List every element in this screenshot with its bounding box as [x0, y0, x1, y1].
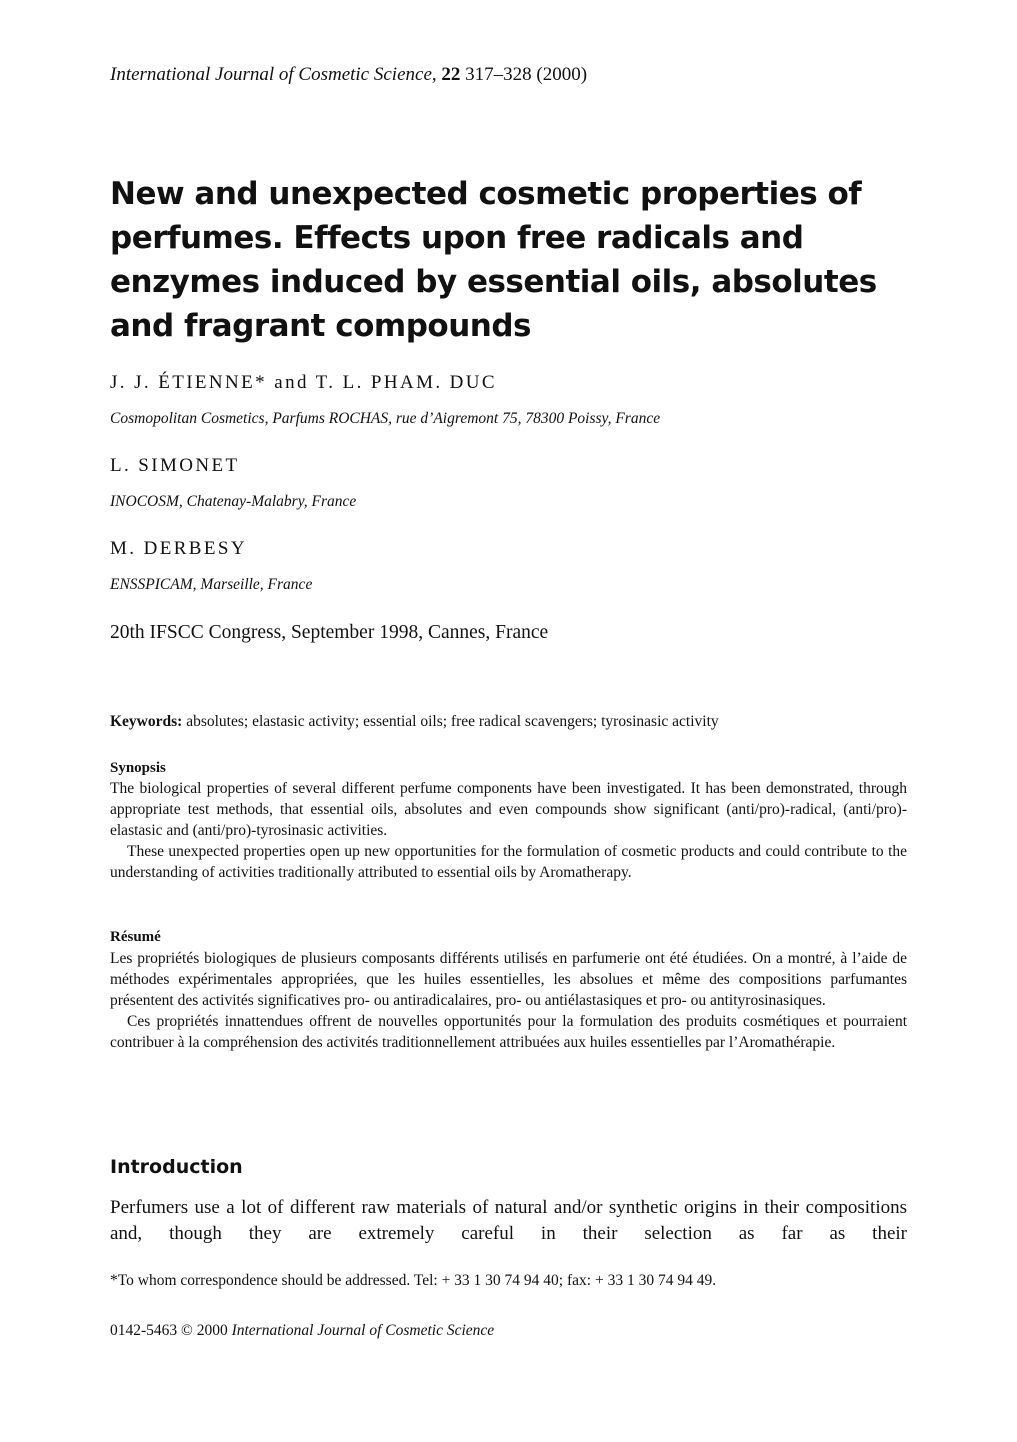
synopsis-body: [110, 778, 907, 883]
article-title: New and unexpected cosmetic properties of perfumes. Effects upon free radicals and enzymes induced by essential oils, absolutes and fragrant compounds: [110, 176, 877, 344]
resume-heading: Résumé: [110, 929, 161, 945]
correspondence-footnote: *To whom correspondence should be addressed. Tel: + 33 1 30 74 94 40; fax: + 33 1 30 74 94 49.: [110, 1272, 717, 1289]
author-line-2: L. SIMONET: [110, 455, 240, 476]
affiliation-2: INOCOSM, Chatenay-Malabry, France: [110, 493, 357, 510]
keywords-text: absolutes; elastasic activity; essential oils; free radical scavengers; tyrosinasic activity: [186, 713, 719, 730]
introduction-text: Perfumers use a lot of different raw materials of natural and/or synthetic origins in their compositions and, though they are extremely careful in their selection as far as their: [110, 1197, 907, 1244]
introduction-heading: Introduction: [110, 1156, 243, 1178]
synopsis-heading: Synopsis: [110, 760, 166, 776]
copyright-journal: International Journal of Cosmetic Science: [231, 1322, 495, 1339]
affiliation-1: Cosmopolitan Cosmetics, Parfums ROCHAS, rue d’Aigremont 75, 78300 Poissy, France: [110, 410, 661, 427]
journal-citation: International Journal of Cosmetic Science, 22 317–328 (2000): [110, 64, 588, 85]
resume-paragraph-2: Ces propriétés innattendues offrent de nouvelles opportunités pour la formulation des produits cosmétiques et pourraient contribuer à la compréhension des activités traditionnellement attribuées aux huiles essentielles par l’Aromathérapie.: [110, 1013, 907, 1051]
issn: 0142-5463: [110, 1322, 178, 1339]
resume-body: [110, 948, 907, 1053]
copyright-year: 2000: [196, 1322, 228, 1339]
resume-paragraph-1: Les propriétés biologiques de plusieurs composants différents utilisés en parfumerie ont été étudiées. On a montré, à l’aide de méthodes expérimentales appropriées, que les huiles essentielles, les absolues et même des compositions parfumantes présentent des activités significatives pro- ou antiradicalaires, pro- ou antiélastasiques et pro- ou antityrosinasiques.: [110, 950, 907, 1009]
congress-line: 20th IFSCC Congress, September 1998, Cannes, France: [110, 622, 549, 643]
journal-name: International Journal of Cosmetic Science: [110, 64, 432, 85]
keywords: [110, 713, 719, 731]
journal-pages-year: 317–328 (2000): [465, 64, 588, 85]
synopsis-paragraph-2: These unexpected properties open up new opportunities for the formulation of cosmetic products and could contribute to the understanding of activities traditionally attributed to essential oils by Aromatherapy.: [110, 843, 907, 881]
synopsis-paragraph-1: The biological properties of several different perfume components have been investigated. It has been demonstrated, through appropriate test methods, that essential oils, absolutes and even compounds show significant (anti/pro)-radical, (anti/pro)-elastasic and (anti/pro)-tyrosinasic activities.: [110, 780, 907, 839]
author-line-3: M. DERBESY: [110, 538, 247, 559]
affiliation-3: ENSSPICAM, Marseille, France: [110, 576, 313, 593]
copyright-line: [110, 1322, 494, 1340]
copyright-icon: ©: [181, 1322, 193, 1339]
journal-volume: 22: [441, 64, 461, 85]
keywords-label: Keywords:: [110, 713, 183, 730]
author-line-1: J. J. ÉTIENNE* and T. L. PHAM. DUC: [110, 372, 497, 393]
